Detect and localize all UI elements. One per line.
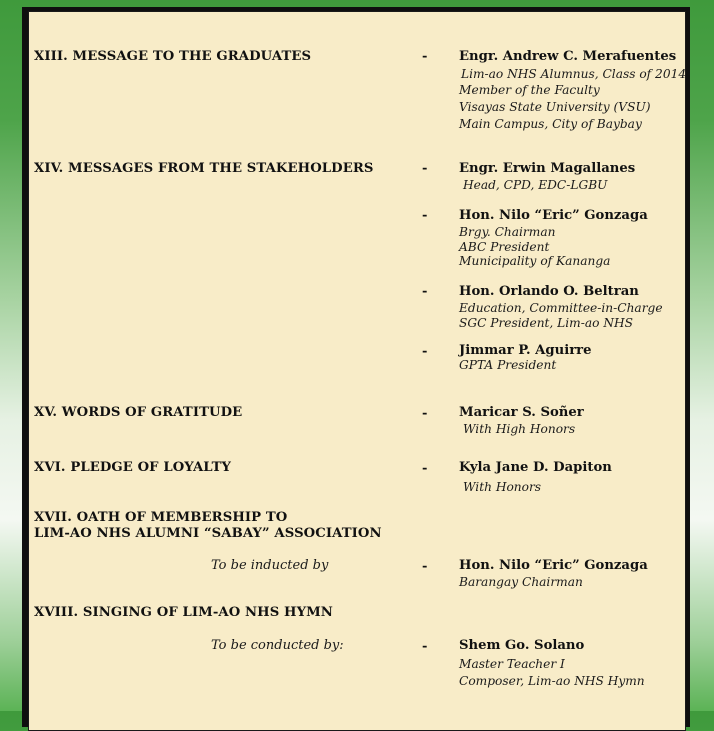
dash: - bbox=[422, 406, 428, 421]
speaker-detail: SGC President, Lim-ao NHS bbox=[459, 316, 633, 330]
speaker-detail: ABC President bbox=[459, 240, 550, 254]
section-title-xv: XV. WORDS OF GRATITUDE bbox=[34, 405, 243, 420]
speaker-detail: GPTA President bbox=[459, 358, 557, 372]
section-title-xvii-line2: LIM-AO NHS ALUMNI “SABAY” ASSOCIATION bbox=[34, 526, 382, 541]
speaker-detail: With Honors bbox=[463, 480, 542, 494]
section-title-xiv: XIV. MESSAGES FROM THE STAKEHOLDERS bbox=[34, 161, 374, 176]
speaker-detail: With High Honors bbox=[463, 422, 576, 436]
speaker-detail: Master Teacher I bbox=[459, 657, 565, 671]
speaker-name: Engr. Andrew C. Merafuentes bbox=[459, 49, 677, 64]
speaker-detail: Member of the Faculty bbox=[459, 83, 600, 97]
speaker-name: Hon. Nilo “Eric” Gonzaga bbox=[459, 208, 648, 223]
speaker-detail: Barangay Chairman bbox=[459, 575, 583, 589]
program-page bbox=[28, 11, 686, 731]
role-label: To be conducted by: bbox=[211, 638, 344, 653]
speaker-detail: Main Campus, City of Baybay bbox=[459, 117, 642, 131]
speaker-name: Maricar S. Soñer bbox=[459, 405, 584, 420]
dash: - bbox=[422, 208, 428, 223]
speaker-detail: Composer, Lim-ao NHS Hymn bbox=[459, 674, 645, 688]
role-label: To be inducted by bbox=[211, 558, 329, 573]
section-title-xiii: XIII. MESSAGE TO THE GRADUATES bbox=[34, 49, 312, 64]
section-title-xviii: XVIII. SINGING OF LIM-AO NHS HYMN bbox=[34, 605, 333, 620]
dash: - bbox=[422, 559, 428, 574]
section-title-xvi: XVI. PLEDGE OF LOYALTY bbox=[34, 460, 232, 475]
dash: - bbox=[422, 639, 428, 654]
dash: - bbox=[422, 49, 428, 64]
dash: - bbox=[422, 344, 428, 359]
speaker-name: Jimmar P. Aguirre bbox=[459, 343, 592, 358]
speaker-name: Hon. Nilo “Eric” Gonzaga bbox=[459, 558, 648, 573]
speaker-name: Engr. Erwin Magallanes bbox=[459, 161, 636, 176]
speaker-detail: Municipality of Kananga bbox=[459, 254, 611, 268]
section-title-xvii: XVII. OATH OF MEMBERSHIP TO bbox=[34, 510, 288, 525]
dash: - bbox=[422, 284, 428, 299]
dash: - bbox=[422, 461, 428, 476]
speaker-detail: Brgy. Chairman bbox=[459, 225, 556, 239]
speaker-detail: Lim-ao NHS Alumnus, Class of 2014 bbox=[461, 67, 687, 81]
dash: - bbox=[422, 161, 428, 176]
speaker-name: Shem Go. Solano bbox=[459, 638, 585, 653]
speaker-name: Hon. Orlando O. Beltran bbox=[459, 284, 639, 299]
speaker-detail: Head, CPD, EDC-LGBU bbox=[463, 178, 608, 192]
speaker-name: Kyla Jane D. Dapiton bbox=[459, 460, 612, 475]
speaker-detail: Visayas State University (VSU) bbox=[459, 100, 651, 114]
speaker-detail: Education, Committee-in-Charge bbox=[459, 301, 663, 315]
